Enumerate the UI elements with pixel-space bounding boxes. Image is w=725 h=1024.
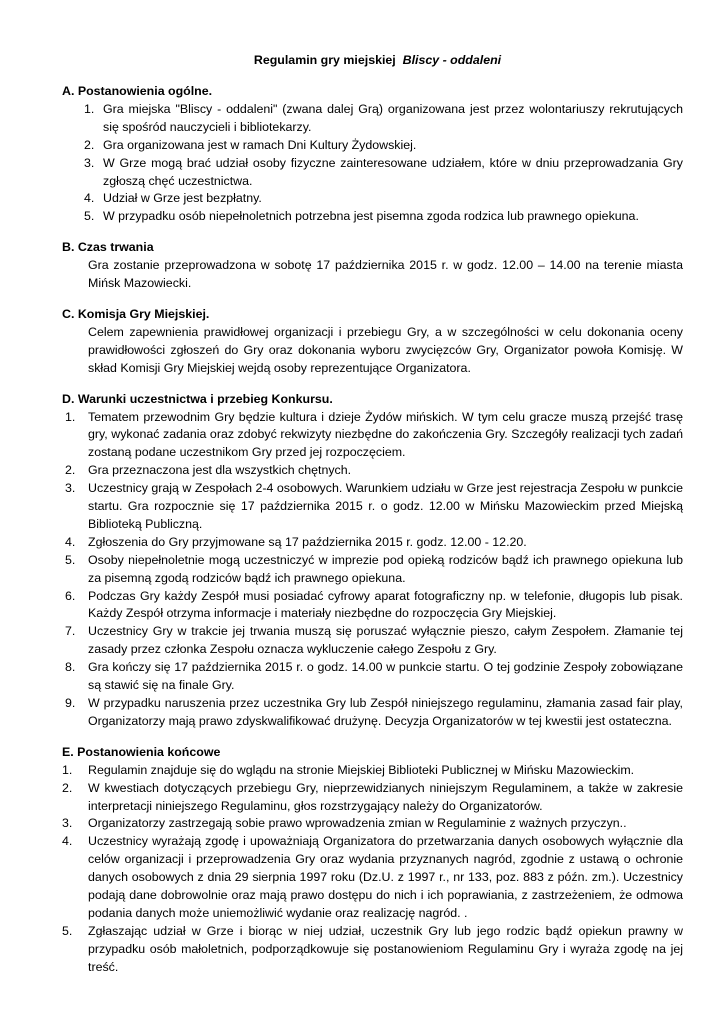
item-number: 4. (65, 534, 76, 549)
list-item (62, 815, 683, 833)
section-c-title: C. Komisja Gry Miejskiej. (62, 306, 210, 321)
section-d-title: D. Warunki uczestnictwa i przebieg Konkursu. (62, 391, 333, 406)
item-text: Uczestnicy Gry w trakcie jej trwania muszą się poruszać wyłącznie pieszo, całym Zespołem. Złamanie tej zasady przez członka Zespołu oznacza wykluczenie całego Zespołu z Gry. (88, 624, 683, 657)
item-number: 1. (84, 101, 95, 116)
item-text: Tematem przewodnim Gry będzie kultura i dzieje Żydów mińskich. W tym celu gracze muszą przejść trasę gry, wykonać zadania oraz zdobyć rekwizyty niezbędne do zakończenia Gry. Szczegóły realizacji tych zadań zostaną podane uczestnikom Gry przed jej rozpoczęciem. (88, 409, 683, 460)
list-item (62, 588, 683, 624)
list-item (62, 552, 683, 588)
item-text: Zgłoszenia do Gry przyjmowane są 17 października 2015 r. godz. 12.00 - 12.20. (88, 534, 527, 549)
item-text: W przypadku naruszenia przez uczestnika Gry lub Zespół niniejszego regulaminu, złamania zasad fair play, Organizatorzy mają prawo zdyskwalifikować drużynę. Decyzja Organizatorów w tej kwestii jest ostateczna. (88, 696, 683, 728)
item-number: 5. (84, 209, 95, 224)
item-number: 1. (65, 409, 76, 424)
title-main: Regulamin gry miejskiej (253, 53, 396, 67)
item-number: 5. (62, 923, 73, 938)
item-number: 3. (62, 816, 73, 831)
list-item (62, 762, 683, 780)
section-d-list (62, 409, 683, 731)
item-number: 2. (62, 780, 73, 795)
list-item (62, 534, 683, 552)
item-text: Udział w Grze jest bezpłatny. (103, 191, 262, 206)
list-item (62, 623, 683, 659)
list-item (62, 101, 683, 137)
item-text: Zgłaszając udział w Grze i biorąc w niej udział, uczestnik Gry lub jego rodzic bądź opiekun prawny w przypadku osób małoletnich, podporządkowuje się postanowieniom Regulaminu Gry i wyraża zgodę na jej treść. (88, 923, 683, 974)
item-text: Uczestnicy wyrażają zgodę i upoważniają Organizatora do przetwarzania danych osobowych wyłącznie dla celów organizacji i przeprowadzenia Gry oraz wydania przyznanych nagród, zgodnie z ustawą o ochronie danych osobowych z dnia 29 sierpnia 1997 roku (Dz.U. z 1997 r., nr 133, poz. 883 z późn. zm.). Uczestnicy podają dane dobrowolnie oraz mają prawo dostępu do nich i ich poprawiania, z zastrzeżeniem, że odmowa podania danych może uniemożliwić wydanie oraz realizację nagród. . (88, 834, 683, 920)
list-item (62, 409, 683, 463)
list-item (62, 190, 683, 208)
section-a-title: A. Postanowienia ogólne. (62, 84, 213, 98)
list-item (62, 155, 683, 191)
item-text: Organizatorzy zastrzegają sobie prawo wprowadzenia zmian w Regulaminie z ważnych przyczyn.. (88, 816, 627, 831)
section-a (62, 83, 683, 226)
section-c (62, 306, 683, 378)
item-number: 3. (65, 481, 76, 496)
list-item (62, 833, 683, 923)
item-number: 3. (84, 155, 95, 170)
item-number: 2. (84, 137, 95, 152)
list-item (62, 480, 683, 534)
item-text: Gra miejska "Bliscy - oddaleni" (zwana dalej Grą) organizowana jest przez wolontariuszy rekrutujących się spośród nauczycieli i bibliotekarzy. (103, 101, 683, 134)
section-e-list (62, 762, 683, 977)
item-text: Regulamin znajduje się do wglądu na stronie Miejskiej Biblioteki Publicznej w Mińsku Mazowieckim. (88, 762, 635, 777)
item-number: 2. (65, 463, 76, 478)
section-c-text: Celem zapewnienia prawidłowej organizacji i przebiegu Gry, a w szczególności w celu dokonania oceny prawidłowości zgłoszeń do Gry oraz dokonania wyboru zwycięzców Gry, Organizator powoła Komisję. W skład Komisji Gry Miejskiej wejdą osoby reprezentujące Organizatora. (88, 324, 683, 375)
list-item (62, 659, 683, 695)
item-text: W Grze mogą brać udział osoby fizyczne zainteresowane udziałem, które w dniu przeprowadzania Gry zgłoszą chęć uczestnictwa. (103, 155, 683, 188)
section-e (62, 744, 683, 977)
item-number: 6. (65, 588, 76, 603)
item-text: Gra organizowana jest w ramach Dni Kultury Żydowskiej. (103, 137, 417, 152)
section-e-title: E. Postanowienia końcowe (62, 744, 221, 759)
document-title (62, 51, 683, 69)
section-a-list (62, 101, 683, 226)
section-b (62, 239, 683, 293)
list-item (62, 137, 683, 155)
item-number: 4. (62, 834, 73, 849)
item-text: W kwestiach dotyczących przebiegu Gry, nieprzewidzianych niniejszym Regulaminem, a także w zakresie interpretacji niniejszego Regulaminu, głos rozstrzygający należy do Organizatorów. (88, 780, 683, 813)
item-text: Osoby niepełnoletnie mogą uczestniczyć w imprezie pod opieką rodziców bądź ich prawnego opiekuna lub za pisemną zgodą rodziców bądź ich prawnego opiekuna. (88, 552, 683, 585)
item-text: Podczas Gry każdy Zespół musi posiadać cyfrowy aparat fotograficzny np. w telefonie, długopis lub pisak. Każdy Zespół otrzyma informacje i materiały niezbędne do rozpoczęcia Gry Miejskiej. (88, 588, 683, 621)
list-item (62, 208, 683, 226)
item-number: 5. (65, 552, 76, 567)
section-b-title: B. Czas trwania (62, 240, 154, 255)
item-text: Gra kończy się 17 października 2015 r. o godz. 14.00 w punkcie startu. O tej godzinie Zespoły zobowiązane są stawić się na finale Gry. (88, 660, 683, 693)
item-number: 7. (65, 624, 76, 639)
item-text: W przypadku osób niepełnoletnich potrzebna jest pisemna zgoda rodzica lub prawnego opiekuna. (103, 209, 639, 224)
item-number: 8. (65, 660, 76, 675)
item-number: 4. (84, 191, 95, 206)
list-item (62, 780, 683, 816)
list-item (62, 923, 683, 977)
item-number: 1. (62, 762, 73, 777)
item-text: Uczestnicy grają w Zespołach 2-4 osobowych. Warunkiem udziału w Grze jest rejestracja Zespołu w punkcie startu. Gra rozpocznie się 17 października 2015 r. o godz. 12.00 w Mińsku Mazowieckim przed Miejską Biblioteką Publiczną. (88, 481, 683, 531)
list-item (62, 695, 683, 731)
section-b-text: Gra zostanie przeprowadzona w sobotę 17 października 2015 r. w godz. 12.00 – 14.00 na terenie miasta Mińsk Mazowiecki. (88, 258, 683, 291)
list-item (62, 462, 683, 480)
title-italic: Bliscy - oddaleni (402, 53, 502, 67)
section-d (62, 391, 683, 731)
item-number: 9. (65, 696, 76, 710)
item-text: Gra przeznaczona jest dla wszystkich chętnych. (88, 463, 352, 478)
